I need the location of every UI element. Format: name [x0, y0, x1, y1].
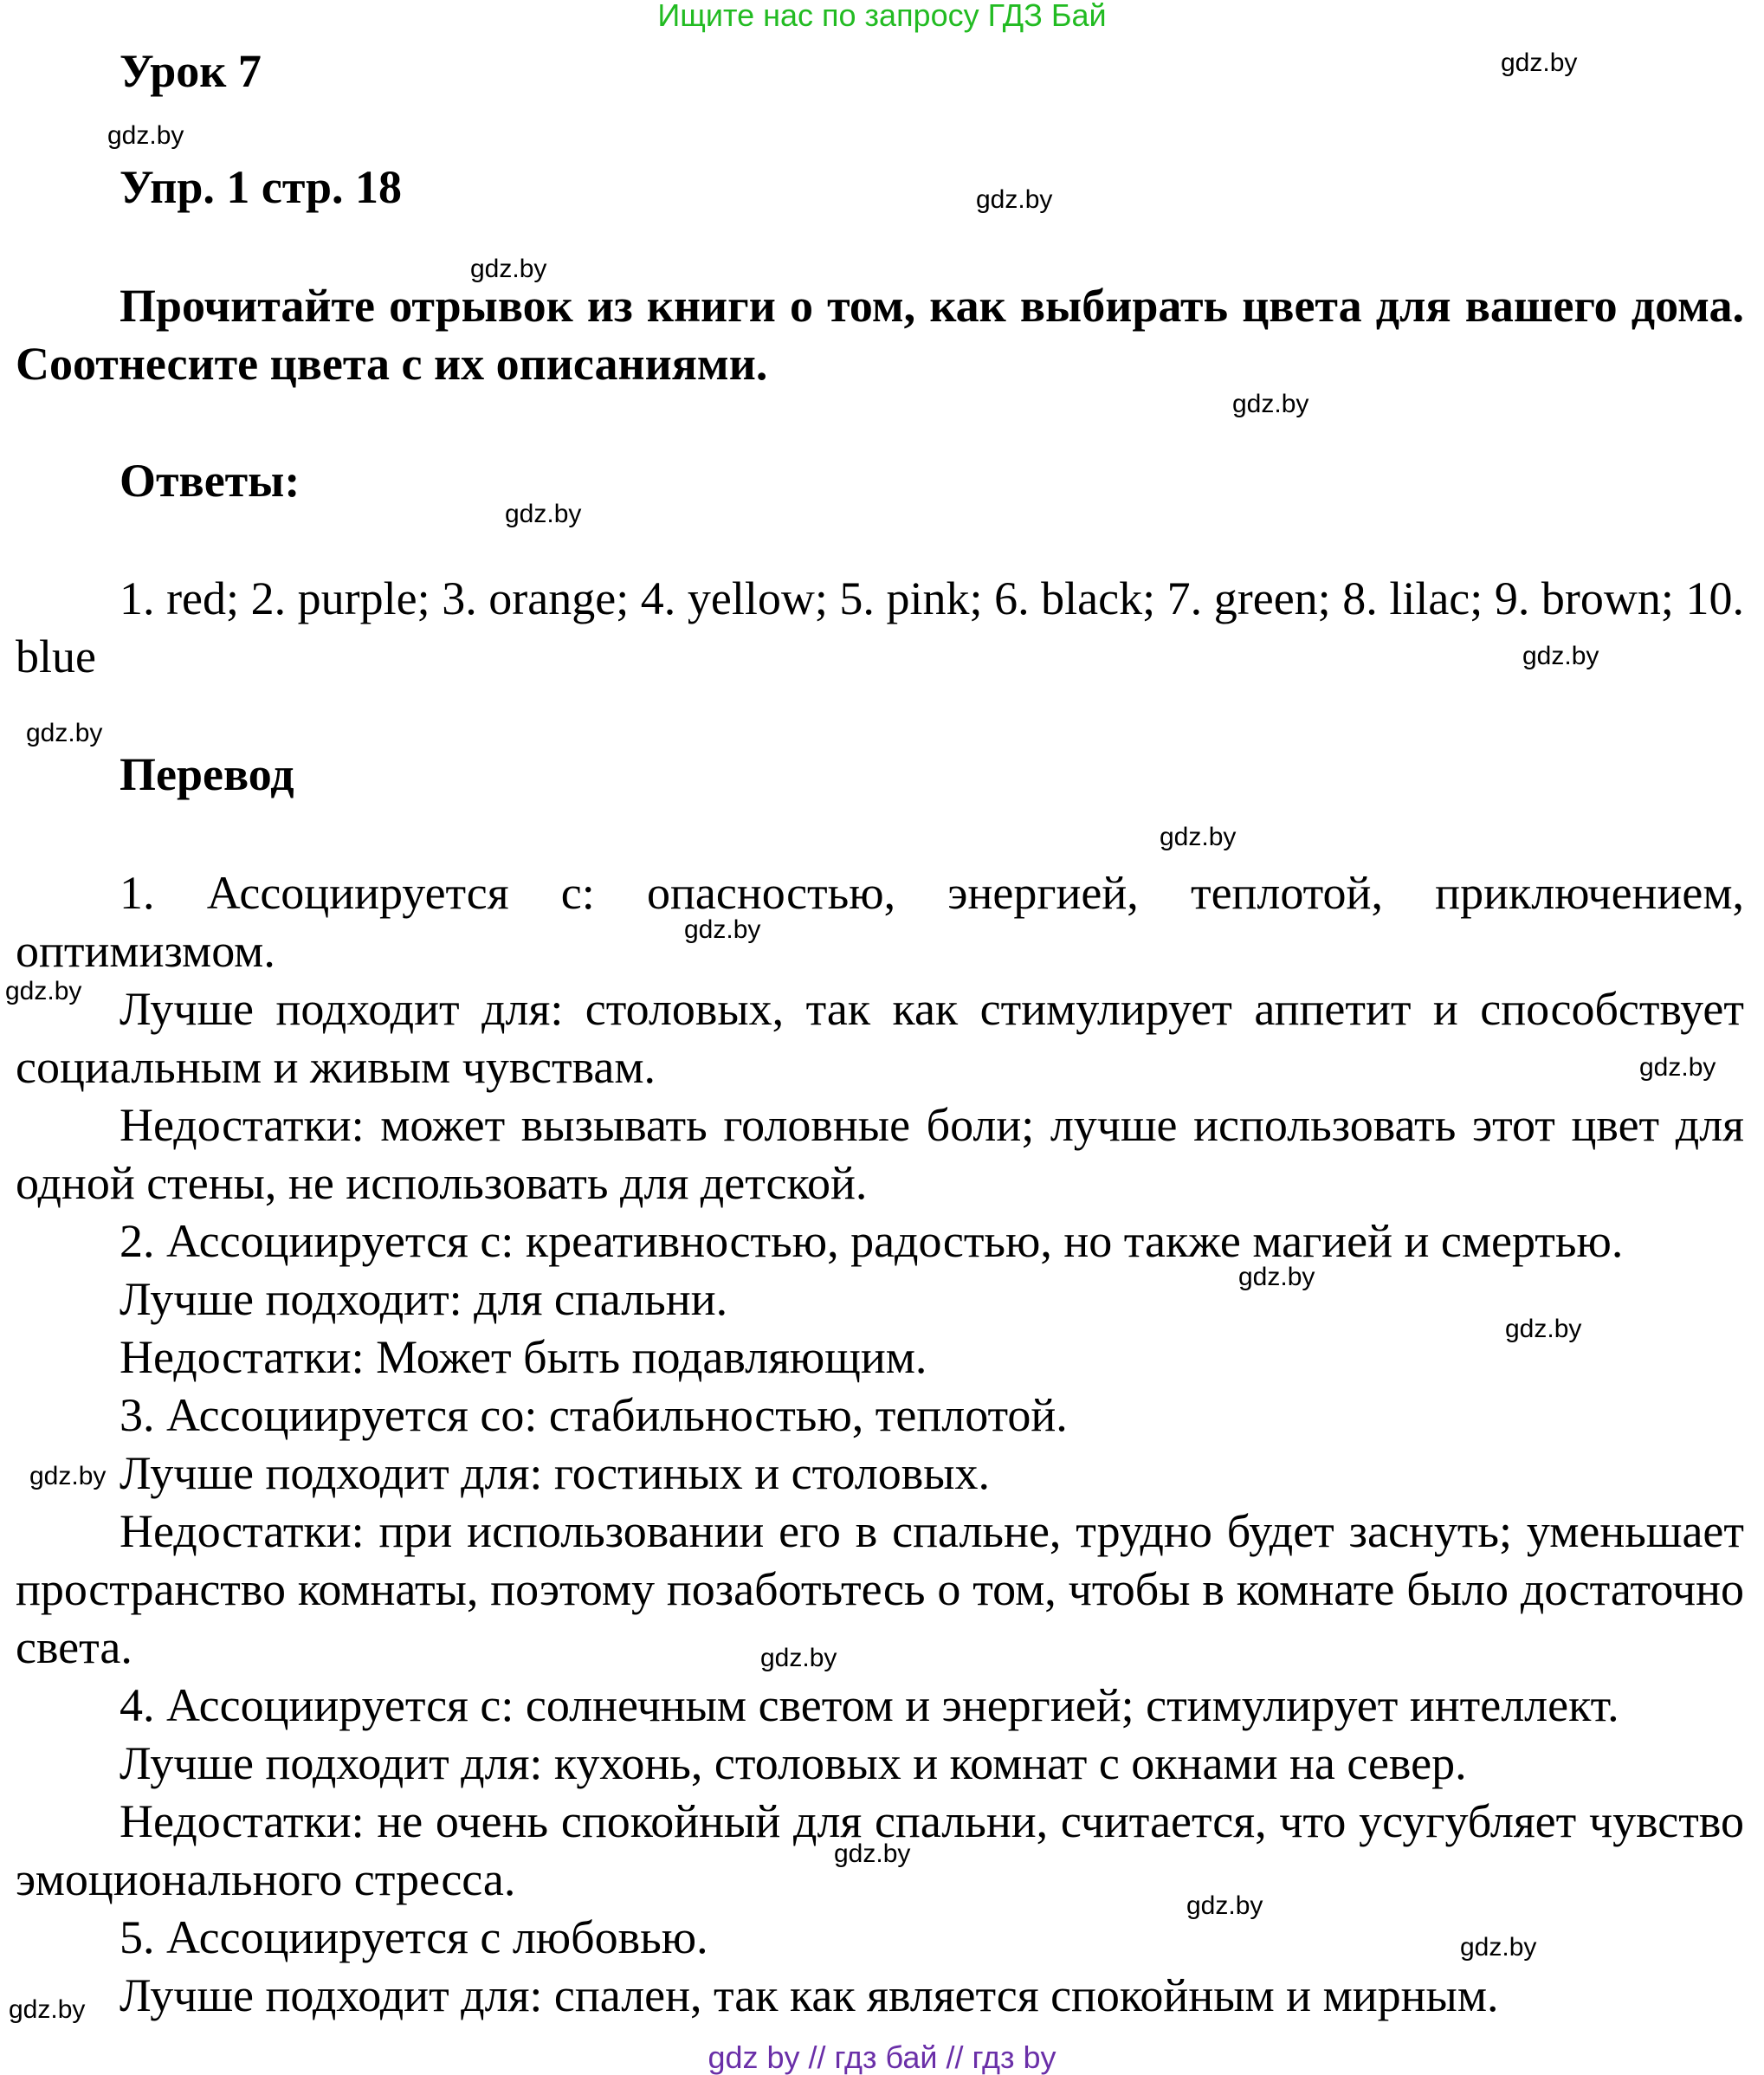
answers-text: 1. red; 2. purple; 3. orange; 4. yellow; 5. pink; 6. black; 7. green; 8. lilac; 9. brown; 10. blue — [16, 572, 1744, 682]
watermark: gdz.by — [1505, 1315, 1582, 1343]
item-2-associations: 2. Ассоциируется с: креативностью, радостью, но также магией и смертью. — [120, 1215, 1624, 1267]
watermark: gdz.by — [5, 977, 82, 1005]
item-2-best-for: Лучше подходит: для спальни. — [120, 1273, 728, 1325]
watermark: gdz.by — [9, 1995, 86, 2024]
answers-heading: Ответы: — [120, 455, 300, 507]
item-1-drawbacks: Недостатки: может вызывать головные боли; лучше использовать этот цвет для одной стены, не использовать для детской. — [16, 1099, 1744, 1209]
watermark: gdz.by — [1460, 1933, 1537, 1962]
watermark: gdz.by — [29, 1462, 107, 1490]
watermark: gdz.by — [1186, 1891, 1263, 1920]
item-3-drawbacks: Недостатки: при использовании его в спальне, трудно будет заснуть; уменьшает пространство комнаты, поэтому позаботьтесь о том, чтобы в комнате было достаточно света. — [16, 1505, 1744, 1673]
watermark: gdz.by — [760, 1644, 837, 1672]
item-5-associations: 5. Ассоциируется с любовью. — [120, 1911, 708, 1963]
watermark: gdz.by — [1232, 390, 1309, 418]
item-1-associations: 1. Ассоциируется с: опасностью, энергией, теплотой, приключением, оптимизмом. — [16, 867, 1744, 977]
watermark: gdz.by — [1238, 1263, 1315, 1291]
item-3-best-for: Лучше подходит для: гостиных и столовых. — [120, 1447, 990, 1499]
item-4-drawbacks: Недостатки: не очень спокойный для спальни, считается, что усугубляет чувство эмоционального стресса. — [16, 1795, 1744, 1905]
watermark: gdz.by — [976, 185, 1053, 214]
watermark: gdz.by — [1522, 642, 1599, 670]
watermark: gdz.by — [684, 915, 761, 944]
item-5-best-for: Лучше подходит для: спален, так как является спокойным и мирным. — [120, 1969, 1499, 2021]
item-4-best-for: Лучше подходит для: кухонь, столовых и комнат с окнами на север. — [120, 1737, 1467, 1789]
item-3-associations: 3. Ассоциируется со: стабильностью, теплотой. — [120, 1389, 1068, 1441]
watermark: gdz.by — [834, 1839, 911, 1868]
lesson-title: Урок 7 — [120, 45, 262, 97]
translation-heading: Перевод — [120, 748, 294, 800]
top-banner[interactable]: Ищите нас по запросу ГДЗ Бай — [657, 0, 1107, 33]
watermark: gdz.by — [1160, 823, 1237, 851]
footer-links[interactable]: gdz by // гдз бай // гдз by — [708, 2039, 1056, 2075]
watermark: gdz.by — [107, 121, 184, 150]
exercise-title: Упр. 1 стр. 18 — [120, 161, 403, 213]
item-1-best-for: Лучше подходит для: столовых, так как стимулирует аппетит и способствует социальным и живым чувствам. — [16, 983, 1744, 1093]
item-4-associations: 4. Ассоциируется с: солнечным светом и энергией; стимулирует интеллект. — [120, 1679, 1619, 1731]
item-2-drawbacks: Недостатки: Может быть подавляющим. — [120, 1331, 927, 1383]
watermark: gdz.by — [1501, 48, 1578, 77]
watermark: gdz.by — [470, 255, 547, 283]
watermark: gdz.by — [505, 500, 582, 528]
task-text: Прочитайте отрывок из книги о том, как выбирать цвета для вашего дома. Соотнесите цвета с их описаниями. — [16, 280, 1744, 390]
watermark: gdz.by — [26, 719, 103, 747]
watermark: gdz.by — [1639, 1053, 1716, 1082]
